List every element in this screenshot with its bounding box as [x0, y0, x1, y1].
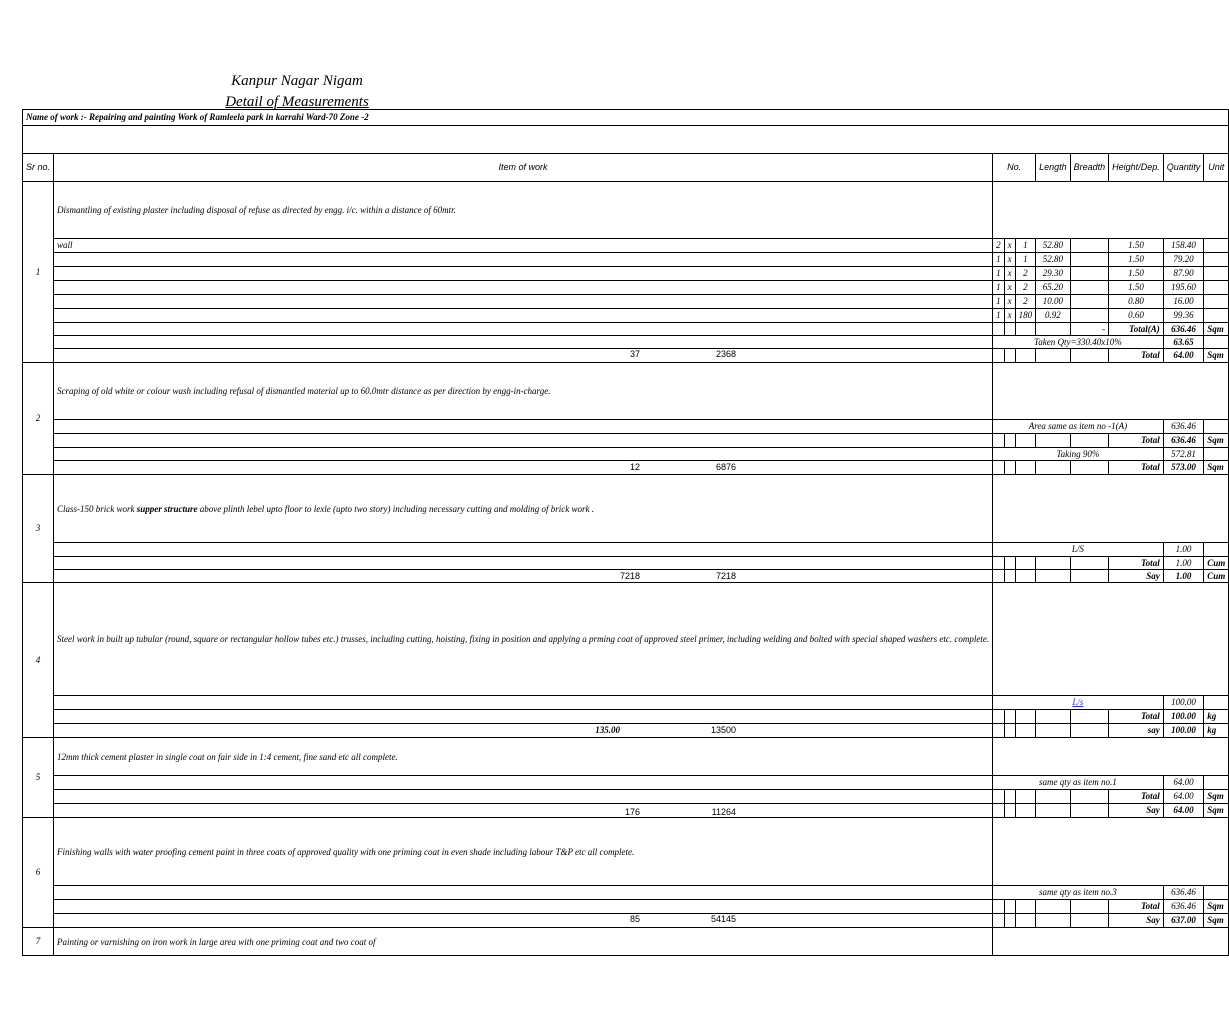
- item-1-total-a-label: Total(A): [1109, 323, 1164, 336]
- item-5-desc-row: [23, 738, 1229, 776]
- item-1-row-qty: 87.90: [1163, 267, 1204, 281]
- item-1-sr: 1: [23, 182, 54, 363]
- item-3-say-label: Say: [1109, 570, 1164, 583]
- item-5-note-row: [23, 776, 1229, 790]
- item-1-row-x: x: [1004, 295, 1015, 309]
- item-2-amount: 6876: [715, 462, 736, 472]
- item-5-say-qty: 64.00: [1163, 804, 1204, 818]
- header-sr: Sr no.: [23, 154, 54, 182]
- item-6-total-unit: Sqm: [1204, 900, 1229, 914]
- item-5-say-label: Say: [1109, 804, 1164, 818]
- measurement-table: [22, 109, 1229, 956]
- item-5-total-label: Total: [1109, 790, 1164, 804]
- item-1-row-n2: 1: [1015, 239, 1036, 253]
- item-3-total-unit: Cum: [1204, 557, 1229, 570]
- item-1-row-unit: [1204, 281, 1229, 295]
- header-no: No.: [993, 154, 1036, 182]
- item-5-amount: 11264: [711, 807, 736, 817]
- item-2-total-unit: Sqm: [1204, 434, 1229, 448]
- item-1-row-qty: 16.00: [1163, 295, 1204, 309]
- item-4-say-unit: kg: [1204, 724, 1229, 738]
- item-1-row-x: x: [1004, 239, 1015, 253]
- item-3-rate: 7218: [619, 571, 640, 581]
- item-1-row: [23, 253, 1229, 267]
- item-1-row-n2: 2: [1015, 281, 1036, 295]
- item-5-desc: 12mm thick cement plaster in single coat on fair side in 1:4 cement, fine sand etc all complete.: [54, 738, 993, 776]
- item-1-row-height: 1.50: [1109, 253, 1164, 267]
- item-1-total-label: Total: [1109, 349, 1164, 363]
- item-4-total-qty: 100.00: [1163, 710, 1204, 724]
- item-3-total-label: Total: [1109, 557, 1164, 570]
- item-1-row-breadth: [1070, 253, 1109, 267]
- item-1-total-a-qty: 636.46: [1163, 323, 1204, 336]
- item-4-desc-row: [23, 583, 1229, 696]
- item-6-note-row: [23, 886, 1229, 900]
- item-5-rate: 176: [624, 807, 640, 817]
- item-1-row-x: x: [1004, 309, 1015, 323]
- item-2-final-unit: Sqm: [1204, 461, 1229, 475]
- item-1-row-length: 65.20: [1036, 281, 1071, 295]
- item-1-row-n1: 2: [993, 239, 1005, 253]
- item-1-row-breadth: [1070, 239, 1109, 253]
- item-7-sr: 7: [23, 928, 54, 956]
- item-1-row-qty: 99.36: [1163, 309, 1204, 323]
- item-1-row-unit: [1204, 267, 1229, 281]
- item-3-ls-row: [23, 543, 1229, 557]
- blank-row: [23, 126, 1229, 154]
- item-2-area-qty: 636.46: [1163, 420, 1204, 434]
- item-1-row-label: [54, 309, 993, 323]
- item-2-final-qty: 573.00: [1163, 461, 1204, 475]
- item-6-say-label: Say: [1109, 914, 1164, 928]
- header-row: [23, 154, 1229, 182]
- item-3-total-qty: 1.00: [1163, 557, 1204, 570]
- item-1-dash: -: [1070, 323, 1109, 336]
- item-6-amount: 54145: [710, 914, 736, 924]
- item-1-row: [23, 309, 1229, 323]
- item-6-desc: Finishing walls with water proofing cement paint in three coats of approved quality with one priming coat in even shade including labour T&P etc all complete.: [54, 818, 993, 886]
- org-title: Kanpur Nagar Nigam: [231, 73, 363, 89]
- item-2-final-label: Total: [1109, 461, 1164, 475]
- item-1-row-label: [54, 267, 993, 281]
- item-1-desc: Dismantling of existing plaster including disposal of refuse as directed by engg. i/c. within a distance of 60mtr.: [54, 182, 993, 239]
- item-1-row-breadth: [1070, 295, 1109, 309]
- document-title: Detail of Measurements: [225, 94, 369, 110]
- item-4-total-label: Total: [1109, 710, 1164, 724]
- item-1-row-height: 1.50: [1109, 239, 1164, 253]
- item-2-total-qty: 636.46: [1163, 434, 1204, 448]
- item-4-total-unit: kg: [1204, 710, 1229, 724]
- item-1-row-length: 0.92: [1036, 309, 1071, 323]
- item-1-row-qty: 195.60: [1163, 281, 1204, 295]
- item-6-say-unit: Sqm: [1204, 914, 1229, 928]
- item-2-desc-row: [23, 363, 1229, 420]
- item-5-note: same qty as item no.1: [993, 776, 1164, 790]
- item-5-total-unit: Sqm: [1204, 790, 1229, 804]
- header-unit: Unit: [1204, 154, 1229, 182]
- item-1-taken-qty: 63.65: [1163, 336, 1204, 349]
- item-1-row-label: [54, 281, 993, 295]
- item-6-desc-row: [23, 818, 1229, 886]
- item-4-ls-qty: 100.00: [1163, 696, 1204, 710]
- item-1-row-label: [54, 253, 993, 267]
- item-1-row: [23, 267, 1229, 281]
- item-1-row-height: 0.60: [1109, 309, 1164, 323]
- item-2-total-label: Total: [1109, 434, 1164, 448]
- item-1-row-unit: [1204, 239, 1229, 253]
- item-3-ls: L/S: [993, 543, 1164, 557]
- item-4-rate: 135.00: [595, 725, 620, 735]
- item-3-total-row: [23, 557, 1229, 570]
- item-1-row-length: 10.00: [1036, 295, 1071, 309]
- item-3-say-qty: 1.00: [1163, 570, 1204, 583]
- item-4-say-row: [23, 724, 1229, 738]
- item-4-desc: Steel work in built up tubular (round, square or rectangular hollow tubes etc.) trusses, including cutting, hoisting, fixing in position and applying a prming coat of approved steel primer, including welding and bolted with special shaped washers etc. complete.: [54, 583, 993, 696]
- item-7-desc-row: [23, 928, 1229, 956]
- item-6-total-label: Total: [1109, 900, 1164, 914]
- name-of-work-row: [23, 110, 1229, 126]
- item-5-sr: 5: [23, 738, 54, 818]
- item-6-total-row: [23, 900, 1229, 914]
- item-1-row-n2: 2: [1015, 267, 1036, 281]
- item-1-row-height: 1.50: [1109, 267, 1164, 281]
- item-1-row: [23, 295, 1229, 309]
- item-1-row-unit: [1204, 309, 1229, 323]
- item-2-taking-note: Taking 90%: [993, 448, 1164, 461]
- item-1-row-length: 52.80: [1036, 239, 1071, 253]
- item-1-taken-row: [23, 336, 1229, 349]
- item-3-desc-post: above plinth lebel upto floor to lexle (upto two story) including necessary cutting and molding of brick work .: [197, 503, 594, 514]
- item-4-sr: 4: [23, 583, 54, 738]
- item-2-sr: 2: [23, 363, 54, 475]
- item-2-rate: 12: [629, 462, 640, 472]
- item-1-row-unit: [1204, 253, 1229, 267]
- item-4-total-row: [23, 710, 1229, 724]
- item-1-row-label: wall: [54, 239, 993, 253]
- item-1-row-qty: 158.40: [1163, 239, 1204, 253]
- item-1-total-a-unit: Sqm: [1204, 323, 1229, 336]
- item-6-sr: 6: [23, 818, 54, 928]
- item-3-say-unit: Cum: [1204, 570, 1229, 583]
- item-2-area-note: Area same as item no -1(A): [993, 420, 1164, 434]
- item-1-row-breadth: [1070, 309, 1109, 323]
- item-4-ls-link[interactable]: L/s: [993, 696, 1164, 710]
- item-1-row: [23, 281, 1229, 295]
- item-4-say-qty: 100.00: [1163, 724, 1204, 738]
- item-6-rate: 85: [629, 914, 640, 924]
- item-6-total-qty: 636.46: [1163, 900, 1204, 914]
- item-1-row-n1: 1: [993, 281, 1005, 295]
- item-1-total-qty: 64.00: [1163, 349, 1204, 363]
- item-4-ls-row: [23, 696, 1229, 710]
- item-1-rate: 37: [629, 349, 640, 359]
- item-1-total-unit: Sqm: [1204, 349, 1229, 363]
- header-item: Item of work: [54, 154, 993, 182]
- item-1-row-qty: 79.20: [1163, 253, 1204, 267]
- item-1-taken-note: Taken Qty=330.40x10%: [993, 336, 1164, 349]
- item-1-row-n1: 1: [993, 253, 1005, 267]
- item-5-total-qty: 64.00: [1163, 790, 1204, 804]
- item-1-row-breadth: [1070, 281, 1109, 295]
- item-1-row-height: 1.50: [1109, 281, 1164, 295]
- item-6-note-qty: 636.46: [1163, 886, 1204, 900]
- item-1-row-length: 29.30: [1036, 267, 1071, 281]
- item-3-desc-bold: supper structure: [136, 503, 198, 514]
- item-2-taking-row: [23, 448, 1229, 461]
- item-2-area-row: [23, 420, 1229, 434]
- header-breadth: Breadth: [1070, 154, 1109, 182]
- item-1-row-n1: 1: [993, 295, 1005, 309]
- item-1-row-x: x: [1004, 253, 1015, 267]
- item-3-ls-qty: 1.00: [1163, 543, 1204, 557]
- item-1-row-n2: 180: [1015, 309, 1036, 323]
- item-1-amount: 2368: [715, 349, 736, 359]
- item-1-row-unit: [1204, 295, 1229, 309]
- header-quantity: Quantity: [1163, 154, 1204, 182]
- item-3-desc: [54, 475, 993, 543]
- item-1-row-breadth: [1070, 267, 1109, 281]
- item-1-desc-row: [23, 182, 1229, 239]
- item-5-note-qty: 64.00: [1163, 776, 1204, 790]
- header-height: Height/Dep.: [1109, 154, 1164, 182]
- item-1-row: [23, 239, 1229, 253]
- item-6-note: same qty as item no.3: [993, 886, 1164, 900]
- item-2-taking-qty: 572.81: [1163, 448, 1204, 461]
- item-1-row-n1: 1: [993, 267, 1005, 281]
- item-3-amount: 7218: [715, 571, 736, 581]
- item-4-amount: 13500: [710, 725, 736, 735]
- item-1-row-n2: 1: [1015, 253, 1036, 267]
- item-3-desc-pre: Class-150 brick work: [57, 503, 137, 514]
- item-1-total-a-row: [23, 323, 1229, 336]
- item-4-say-label: say: [1109, 724, 1164, 738]
- item-7-desc: Painting or varnishing on iron work in large area with one priming coat and two coat of: [54, 928, 993, 956]
- name-of-work: Name of work :- Repairing and painting Work of Ramleela park in karrahi Ward-70 Zone -2: [23, 110, 1229, 126]
- item-5-total-row: [23, 790, 1229, 804]
- item-2-total-row: [23, 434, 1229, 448]
- item-1-row-n2: 2: [1015, 295, 1036, 309]
- item-3-desc-row: [23, 475, 1229, 543]
- item-1-row-x: x: [1004, 267, 1015, 281]
- item-1-row-length: 52.80: [1036, 253, 1071, 267]
- item-1-row-label: [54, 295, 993, 309]
- item-3-sr: 3: [23, 475, 54, 583]
- item-6-say-qty: 637.00: [1163, 914, 1204, 928]
- item-1-row-n1: 1: [993, 309, 1005, 323]
- item-1-row-x: x: [1004, 281, 1015, 295]
- header-length: Length: [1036, 154, 1071, 182]
- item-2-desc: Scraping of old white or colour wash including refusal of dismantled material up to 60.0mtr distance as per direction by engg-in-charge.: [54, 363, 993, 420]
- item-5-say-unit: Sqm: [1204, 804, 1229, 818]
- item-1-row-height: 0.80: [1109, 295, 1164, 309]
